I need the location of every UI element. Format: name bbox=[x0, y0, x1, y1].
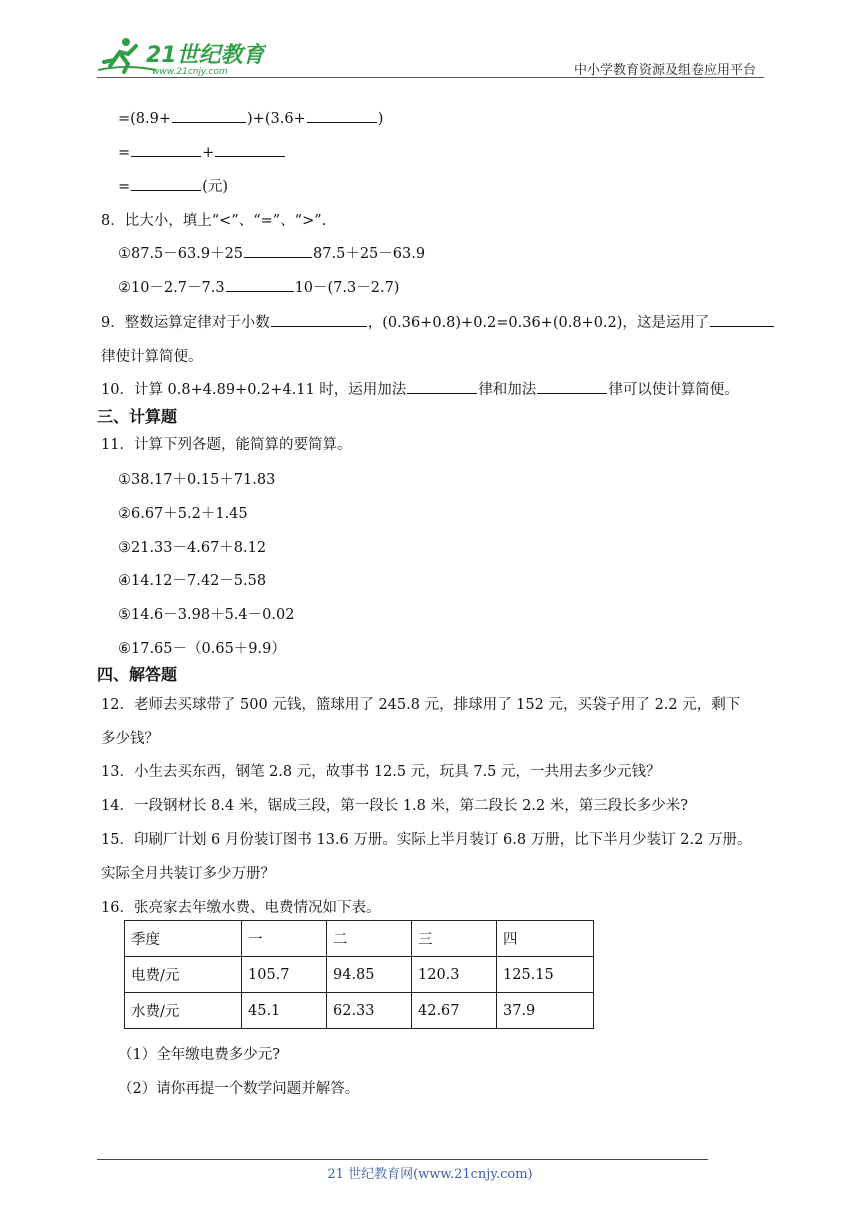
q14: 14．一段钢材长 8.4 米，锯成三段，第一段长 1.8 米，第二段长 2.2 米，第三段长多少米? bbox=[101, 798, 689, 814]
answer-blank[interactable] bbox=[131, 175, 201, 191]
table-header-cell: 四 bbox=[497, 921, 594, 957]
q16-sub2: （2）请你再提一个数学问题并解答。 bbox=[118, 1081, 360, 1097]
header-divider bbox=[97, 77, 764, 78]
q8-item1: ①87.5－63.9＋25 87.5＋25－63.9 bbox=[118, 242, 425, 263]
table-header-cell: 三 bbox=[412, 921, 497, 957]
q16-sub1: （1）全年缴电费多少元? bbox=[118, 1047, 280, 1063]
table-cell: 125.15 bbox=[497, 957, 594, 993]
footer-divider bbox=[97, 1159, 708, 1160]
table-cell: 42.67 bbox=[412, 993, 497, 1029]
site-logo bbox=[96, 36, 266, 76]
answer-blank[interactable] bbox=[226, 276, 294, 292]
table-header-cell: 二 bbox=[327, 921, 412, 957]
q15-line2: 实际全月共装订多少万册？ bbox=[101, 866, 275, 882]
table-header-cell: 季度 bbox=[125, 921, 242, 957]
header-tagline: 中小学教育资源及组卷应用平台 bbox=[574, 63, 757, 78]
svg-text:www.21cnjy.com: www.21cnjy.com bbox=[152, 67, 228, 76]
q11-item: ①38.17＋0.15＋71.83 bbox=[118, 472, 276, 488]
q11-stem: 11．计算下列各题，能简算的要简算。 bbox=[101, 437, 352, 453]
footer-link[interactable]: 21 世纪教育网(www.21cnjy.com) bbox=[327, 1167, 533, 1182]
table-cell: 120.3 bbox=[412, 957, 497, 993]
q11-item: ③21.33－4.67＋8.12 bbox=[118, 540, 267, 556]
svg-text:21世纪教育: 21世纪教育 bbox=[146, 43, 265, 68]
q10: 10．计算 0.8+4.89+0.2+4.11 时，运用加法 律和加法 律可以使计算简便。 bbox=[101, 378, 739, 399]
answer-blank[interactable] bbox=[131, 141, 201, 157]
q11-item: ②6.67＋5.2＋1.45 bbox=[118, 506, 248, 522]
q9-line2: 律使计算简便。 bbox=[101, 349, 203, 365]
q7-line2: = + bbox=[118, 141, 286, 161]
answer-blank[interactable] bbox=[537, 378, 607, 394]
q11-item: ④14.12－7.42－5.58 bbox=[118, 573, 267, 589]
q7-line1: =(8.9+ )+(3.6+ ) bbox=[118, 107, 383, 127]
q15-line1: 15．印刷厂计划 6 月份装订图书 13.6 万册。实际上半月装订 6.8 万册，比下半月少装订 2.2 万册。 bbox=[101, 832, 752, 848]
answer-blank[interactable] bbox=[215, 141, 285, 157]
table-header-row bbox=[125, 921, 594, 957]
answer-blank[interactable] bbox=[271, 311, 367, 327]
section-heading-calc: 三、计算题 bbox=[97, 407, 178, 426]
table-row bbox=[125, 957, 594, 993]
section-heading-solve: 四、解答题 bbox=[97, 665, 178, 684]
q13: 13．小生去买东西，钢笔 2.8 元，故事书 12.5 元，玩具 7.5 元，一共用去多少元钱？ bbox=[101, 764, 661, 780]
q8-item2: ②10－2.7－7.3 10－(7.3－2.7) bbox=[118, 276, 399, 297]
table-row bbox=[125, 993, 594, 1029]
table-cell: 45.1 bbox=[242, 993, 327, 1029]
answer-blank[interactable] bbox=[710, 311, 774, 327]
answer-blank[interactable] bbox=[172, 107, 246, 123]
q16-stem: 16．张亮家去年缴水费、电费情况如下表。 bbox=[101, 900, 381, 916]
table-cell: 94.85 bbox=[327, 957, 412, 993]
q9-line1: 9．整数运算定律对于小数 ，(0.36+0.8)+0.2=0.36+(0.8+0.2)，这是运用了 bbox=[101, 311, 775, 332]
answer-blank[interactable] bbox=[307, 107, 377, 123]
table-cell: 37.9 bbox=[497, 993, 594, 1029]
q11-item: ⑥17.65－（0.65＋9.9） bbox=[118, 641, 286, 657]
table-cell: 电费/元 bbox=[125, 957, 242, 993]
table-header-cell: 一 bbox=[242, 921, 327, 957]
answer-blank[interactable] bbox=[407, 378, 477, 394]
table-cell: 105.7 bbox=[242, 957, 327, 993]
q12-line2: 多少钱？ bbox=[101, 731, 159, 747]
table-cell: 62.33 bbox=[327, 993, 412, 1029]
q12-line1: 12．老师去买球带了 500 元钱，篮球用了 245.8 元，排球用了 152 元，买袋子用了 2.2 元，剩下 bbox=[101, 697, 741, 713]
q8-stem: 8．比大小，填上“<”、“=”、“>”. bbox=[101, 213, 327, 229]
fee-table bbox=[124, 920, 594, 1029]
answer-blank[interactable] bbox=[244, 242, 312, 258]
q7-line3: = (元) bbox=[118, 175, 228, 196]
q11-item: ⑤14.6－3.98＋5.4－0.02 bbox=[118, 607, 295, 623]
table-cell: 水费/元 bbox=[125, 993, 242, 1029]
